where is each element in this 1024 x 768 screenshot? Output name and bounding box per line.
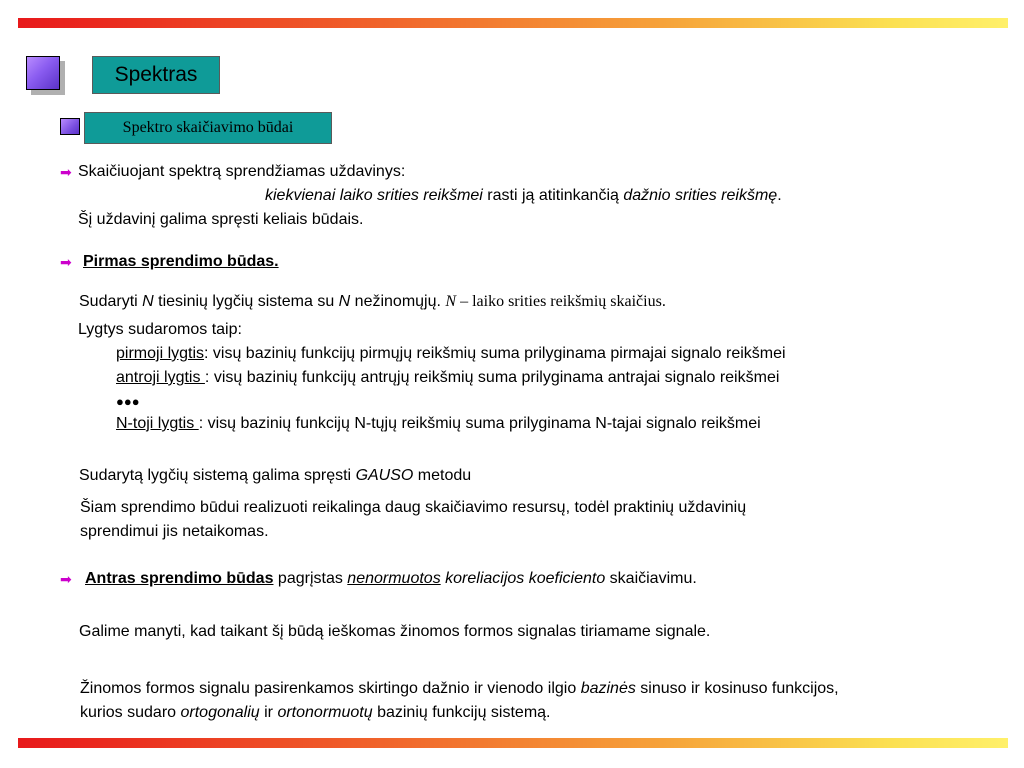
- second-method-heading: Antras sprendimo būdas pagrįstas nenormuotos koreliacijos koeficiento skaičiavimu.: [85, 570, 697, 587]
- top-gradient-bar: [18, 18, 1008, 28]
- slide-subtitle-text: Spektro skaičiavimo būdai: [122, 119, 294, 136]
- intro-line-3: Šį uždavinį galima spręsti keliais būdais.: [78, 211, 364, 228]
- right-arrow-icon: ➡: [60, 164, 72, 180]
- purple-square-icon: [60, 118, 80, 135]
- intro-line-2: kiekvienai laiko srities reikšmei rasti ją atitinkančią dažnio srities reikšmę.: [265, 187, 782, 204]
- equation-2: antroji lygtis : visų bazinių funkcijų antrųjų reikšmių suma prilyginama antrajai signalo reikšmei: [116, 369, 780, 386]
- right-arrow-icon: ➡: [60, 254, 72, 270]
- right-arrow-icon: ➡: [60, 571, 72, 587]
- equation-n-label: N-toji lygtis: [116, 415, 199, 432]
- first-method-para-4-line-2: sprendimui jis netaikomas.: [80, 523, 269, 540]
- equation-1-label: pirmoji lygtis: [116, 345, 205, 362]
- bottom-gradient-bar: [18, 738, 1008, 748]
- slide-subtitle: [84, 112, 332, 144]
- second-method-para-1: Galime manyti, kad taikant šį būdą ieškomas žinomos formos signalas tiriamame signale.: [79, 623, 711, 640]
- ellipsis-dots: ●●●: [116, 394, 140, 409]
- slide-title-text: Spektras: [114, 63, 198, 86]
- equation-1: pirmoji lygtis: visų bazinių funkcijų pirmųjų reikšmių suma prilyginama pirmajai signalo reikšmei: [116, 345, 786, 362]
- equation-2-label: antroji lygtis: [116, 369, 205, 386]
- first-method-para-3: Sudarytą lygčių sistemą galima spręsti GAUSO metodu: [79, 467, 472, 484]
- first-method-para-4-line-1: Šiam sprendimo būdui realizuoti reikalinga daug skaičiavimo resursų, todėl praktinių uždavinių: [80, 499, 747, 516]
- first-method-para-1: Sudaryti N tiesinių lygčių sistema su N nežinomųjų. N – laiko srities reikšmių skaičius.: [79, 293, 666, 310]
- equation-n: N-toji lygtis : visų bazinių funkcijų N-tųjų reikšmių suma prilyginama N-tajai signalo reikšmei: [116, 415, 761, 432]
- second-method-para-3: kurios sudaro ortogonalių ir ortonormuotų bazinių funkcijų sistemą.: [80, 704, 551, 721]
- intro-line-1: Skaičiuojant spektrą sprendžiamas uždavinys:: [78, 163, 406, 180]
- purple-square-icon: [26, 56, 60, 90]
- second-method-para-2: Žinomos formos signalu pasirenkamos skirtingo dažnio ir vienodo ilgio bazinės sinuso ir kosinuso funkcijos,: [80, 680, 839, 697]
- first-method-para-2: Lygtys sudaromos taip:: [78, 321, 242, 338]
- first-method-heading: Pirmas sprendimo būdas.: [83, 253, 279, 270]
- slide-title: [92, 56, 220, 94]
